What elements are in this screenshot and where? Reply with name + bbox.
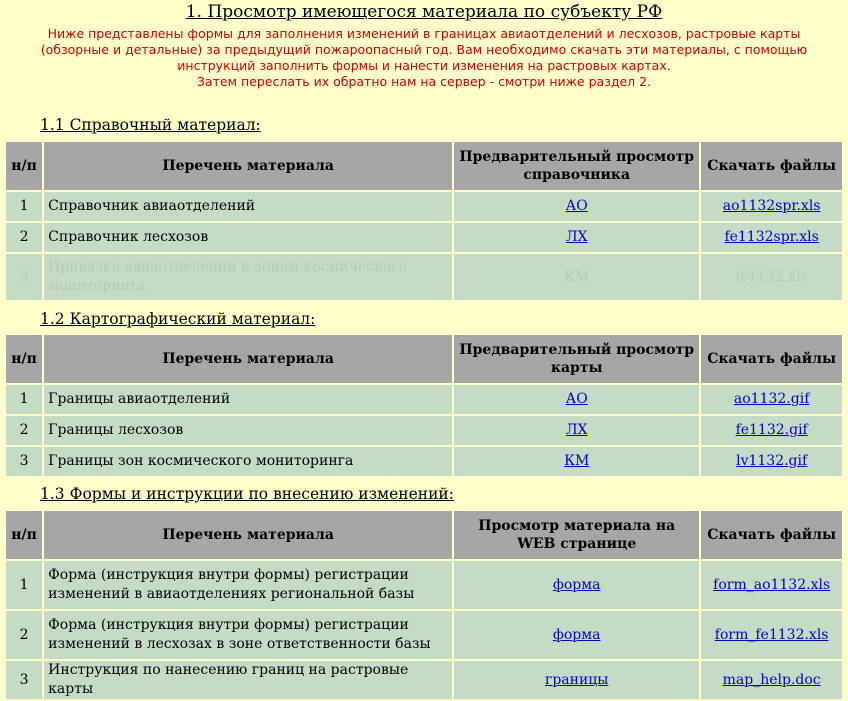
download-link[interactable]: fe1132spr.xls	[724, 229, 819, 245]
section-heading-forms: 1.3 Формы и инструкции по внесению изменений:	[40, 485, 454, 503]
preview-link[interactable]: форма	[552, 626, 601, 643]
table-header-row	[6, 335, 842, 383]
intro-text	[20, 26, 828, 90]
material-name: Границы авиаотделений	[44, 385, 452, 414]
table-row	[6, 416, 842, 445]
download-link[interactable]: fe1132.gif	[735, 422, 808, 438]
material-name: Границы зон космического мониторинга	[44, 447, 452, 476]
row-number: 3	[6, 254, 42, 300]
material-name: Инструкция по нанесению границ на растровые карты	[44, 661, 452, 699]
download-link[interactable]: form_fe1132.xls	[714, 626, 829, 643]
material-name: Привязка авиаотделений к зонам космического мониторинга	[44, 254, 452, 300]
preview-link[interactable]: АО	[565, 391, 588, 407]
download-link[interactable]: ao1132spr.xls	[722, 198, 821, 214]
row-number: 3	[6, 661, 42, 699]
page-title: 1. Просмотр имеющегося материала по субъекту РФ	[185, 2, 663, 22]
table-header-row	[6, 142, 842, 190]
row-number: 1	[6, 192, 42, 221]
preview-link[interactable]: форма	[552, 576, 601, 593]
row-number: 1	[6, 385, 42, 414]
table-row	[6, 385, 842, 414]
row-number: 2	[6, 611, 42, 659]
download-link[interactable]: lv1132.gif	[736, 453, 808, 469]
col-header-material: Перечень материала	[44, 335, 452, 383]
material-name: Форма (инструкция внутри формы) регистрации изменений в лесхозах в зоне ответственности базы	[44, 611, 452, 659]
material-name: Справочник авиаотделений	[44, 192, 452, 221]
forms-table	[4, 509, 844, 701]
preview-link[interactable]: ЛХ	[565, 422, 588, 438]
intro-paragraph: Ниже представлены формы для заполнения изменений в границах авиаотделений и лесхозов, растровые карты (обзорные и детальные) за предыдущий пожароопасный год. Вам необходимо скачать эти материалы, с помощью инструкций заполнить формы и нанести изменения на растровых картах.	[40, 26, 808, 73]
col-header-preview: Предварительный просмотр карты	[454, 335, 699, 383]
row-number: 2	[6, 416, 42, 445]
table-row	[6, 447, 842, 476]
intro-return-note: Затем переслать их обратно нам на сервер - смотри ниже раздел 2.	[196, 74, 652, 89]
table-row	[6, 661, 842, 699]
col-header-number: н/п	[6, 142, 42, 190]
download-link[interactable]: form_ao1132.xls	[713, 576, 831, 593]
col-header-preview: Предварительный просмотр справочника	[454, 142, 699, 190]
preview-link-disabled: КМ	[564, 268, 590, 285]
download-link-disabled: lv1132.xls	[735, 268, 808, 285]
row-number: 2	[6, 223, 42, 252]
row-number: 1	[6, 561, 42, 609]
col-header-download: Скачать файлы	[701, 335, 842, 383]
preview-link[interactable]: границы	[544, 671, 609, 688]
section-heading-reference: 1.1 Справочный материал:	[40, 116, 261, 134]
table-row	[6, 192, 842, 221]
download-link[interactable]: map_help.doc	[722, 671, 821, 688]
col-header-number: н/п	[6, 335, 42, 383]
col-header-material: Перечень материала	[44, 142, 452, 190]
col-header-download: Скачать файлы	[701, 511, 842, 559]
col-header-material: Перечень материала	[44, 511, 452, 559]
table-row	[6, 611, 842, 659]
material-name: Границы лесхозов	[44, 416, 452, 445]
table-row	[6, 561, 842, 609]
material-name: Справочник лесхозов	[44, 223, 452, 252]
preview-link[interactable]: ЛХ	[565, 229, 588, 245]
table-row-disabled	[6, 254, 842, 300]
row-number: 3	[6, 447, 42, 476]
preview-link[interactable]: КМ	[564, 453, 590, 469]
preview-link[interactable]: АО	[565, 198, 588, 214]
table-header-row	[6, 511, 842, 559]
col-header-download: Скачать файлы	[701, 142, 842, 190]
reference-table	[4, 140, 844, 302]
section-heading-maps: 1.2 Картографический материал:	[40, 310, 316, 328]
table-row	[6, 223, 842, 252]
maps-table	[4, 333, 844, 478]
material-name: Форма (инструкция внутри формы) регистрации изменений в авиаотделениях региональной базы	[44, 561, 452, 609]
col-header-preview: Просмотр материала на WEB странице	[454, 511, 699, 559]
download-link[interactable]: ao1132.gif	[733, 391, 810, 407]
col-header-number: н/п	[6, 511, 42, 559]
